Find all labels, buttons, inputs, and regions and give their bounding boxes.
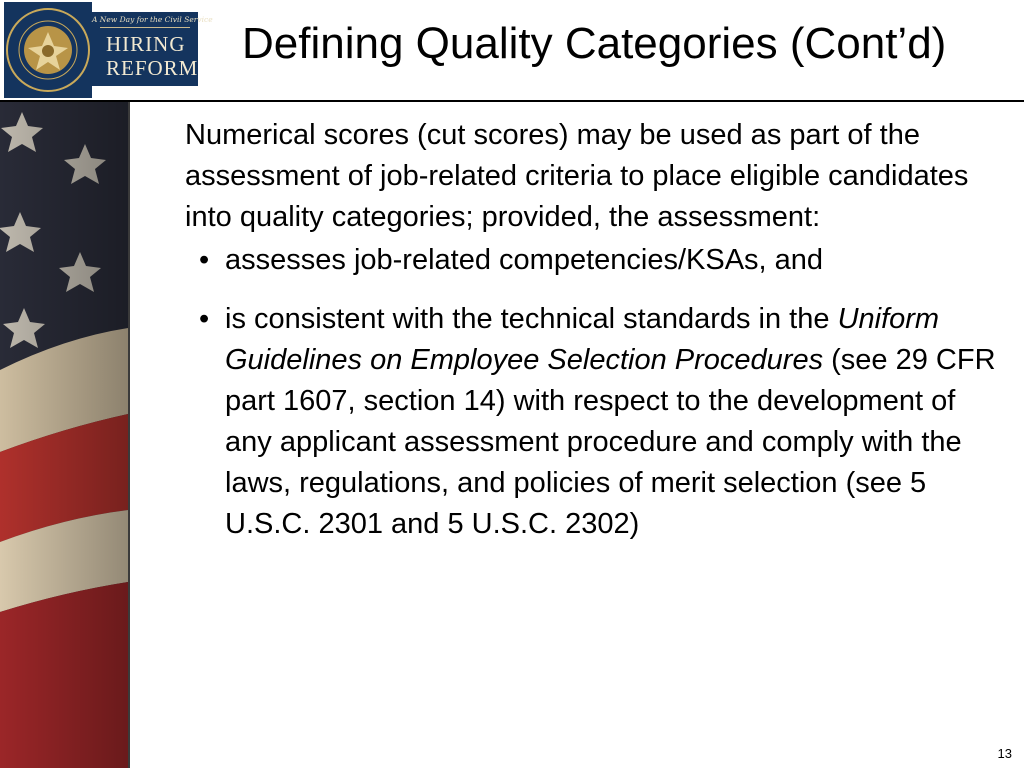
slide-number: 13 <box>997 746 1012 761</box>
bullet-text-tail: (see 29 CFR part 1607, section 14) with respect to the development of any applicant assessment procedure and comply with the laws, regulations, and policies of merit selection (see 5 U.S.C. 2301 and 5 U.S.C. 2302) <box>225 344 996 540</box>
bullet-item-competencies <box>185 240 1000 281</box>
logo-line-reform: REFORM <box>106 56 199 80</box>
slide-title: Defining Quality Categories (Cont’d) <box>242 19 947 68</box>
flag-image <box>0 102 130 768</box>
slide-body <box>185 115 1000 563</box>
logo-line-hiring: HIRING <box>106 32 186 56</box>
bullet-list <box>185 240 1000 545</box>
hiring-reform-logo <box>92 12 213 86</box>
logo-divider <box>100 27 190 28</box>
uniform-guidelines-reference: Uniform Guidelines on Employee Selection Procedures <box>225 303 940 376</box>
opm-seal-icon <box>4 2 92 98</box>
intro-paragraph: Numerical scores (cut scores) may be used as part of the assessment of job-related criteria to place eligible candidates into quality categories; provided, the assessment: <box>185 119 969 233</box>
bullet-dot-icon: • <box>199 303 210 335</box>
bullet-text-lead: is consistent with the technical standards in the <box>225 303 838 335</box>
bullet-dot-icon: • <box>199 244 210 276</box>
header-bar <box>0 0 1024 102</box>
logo-tagline: A New Day for the Civil Service <box>92 15 213 24</box>
bullet-text: assesses job-related competencies/KSAs, and <box>225 244 824 276</box>
bullet-item-technical-standards <box>185 299 1000 545</box>
